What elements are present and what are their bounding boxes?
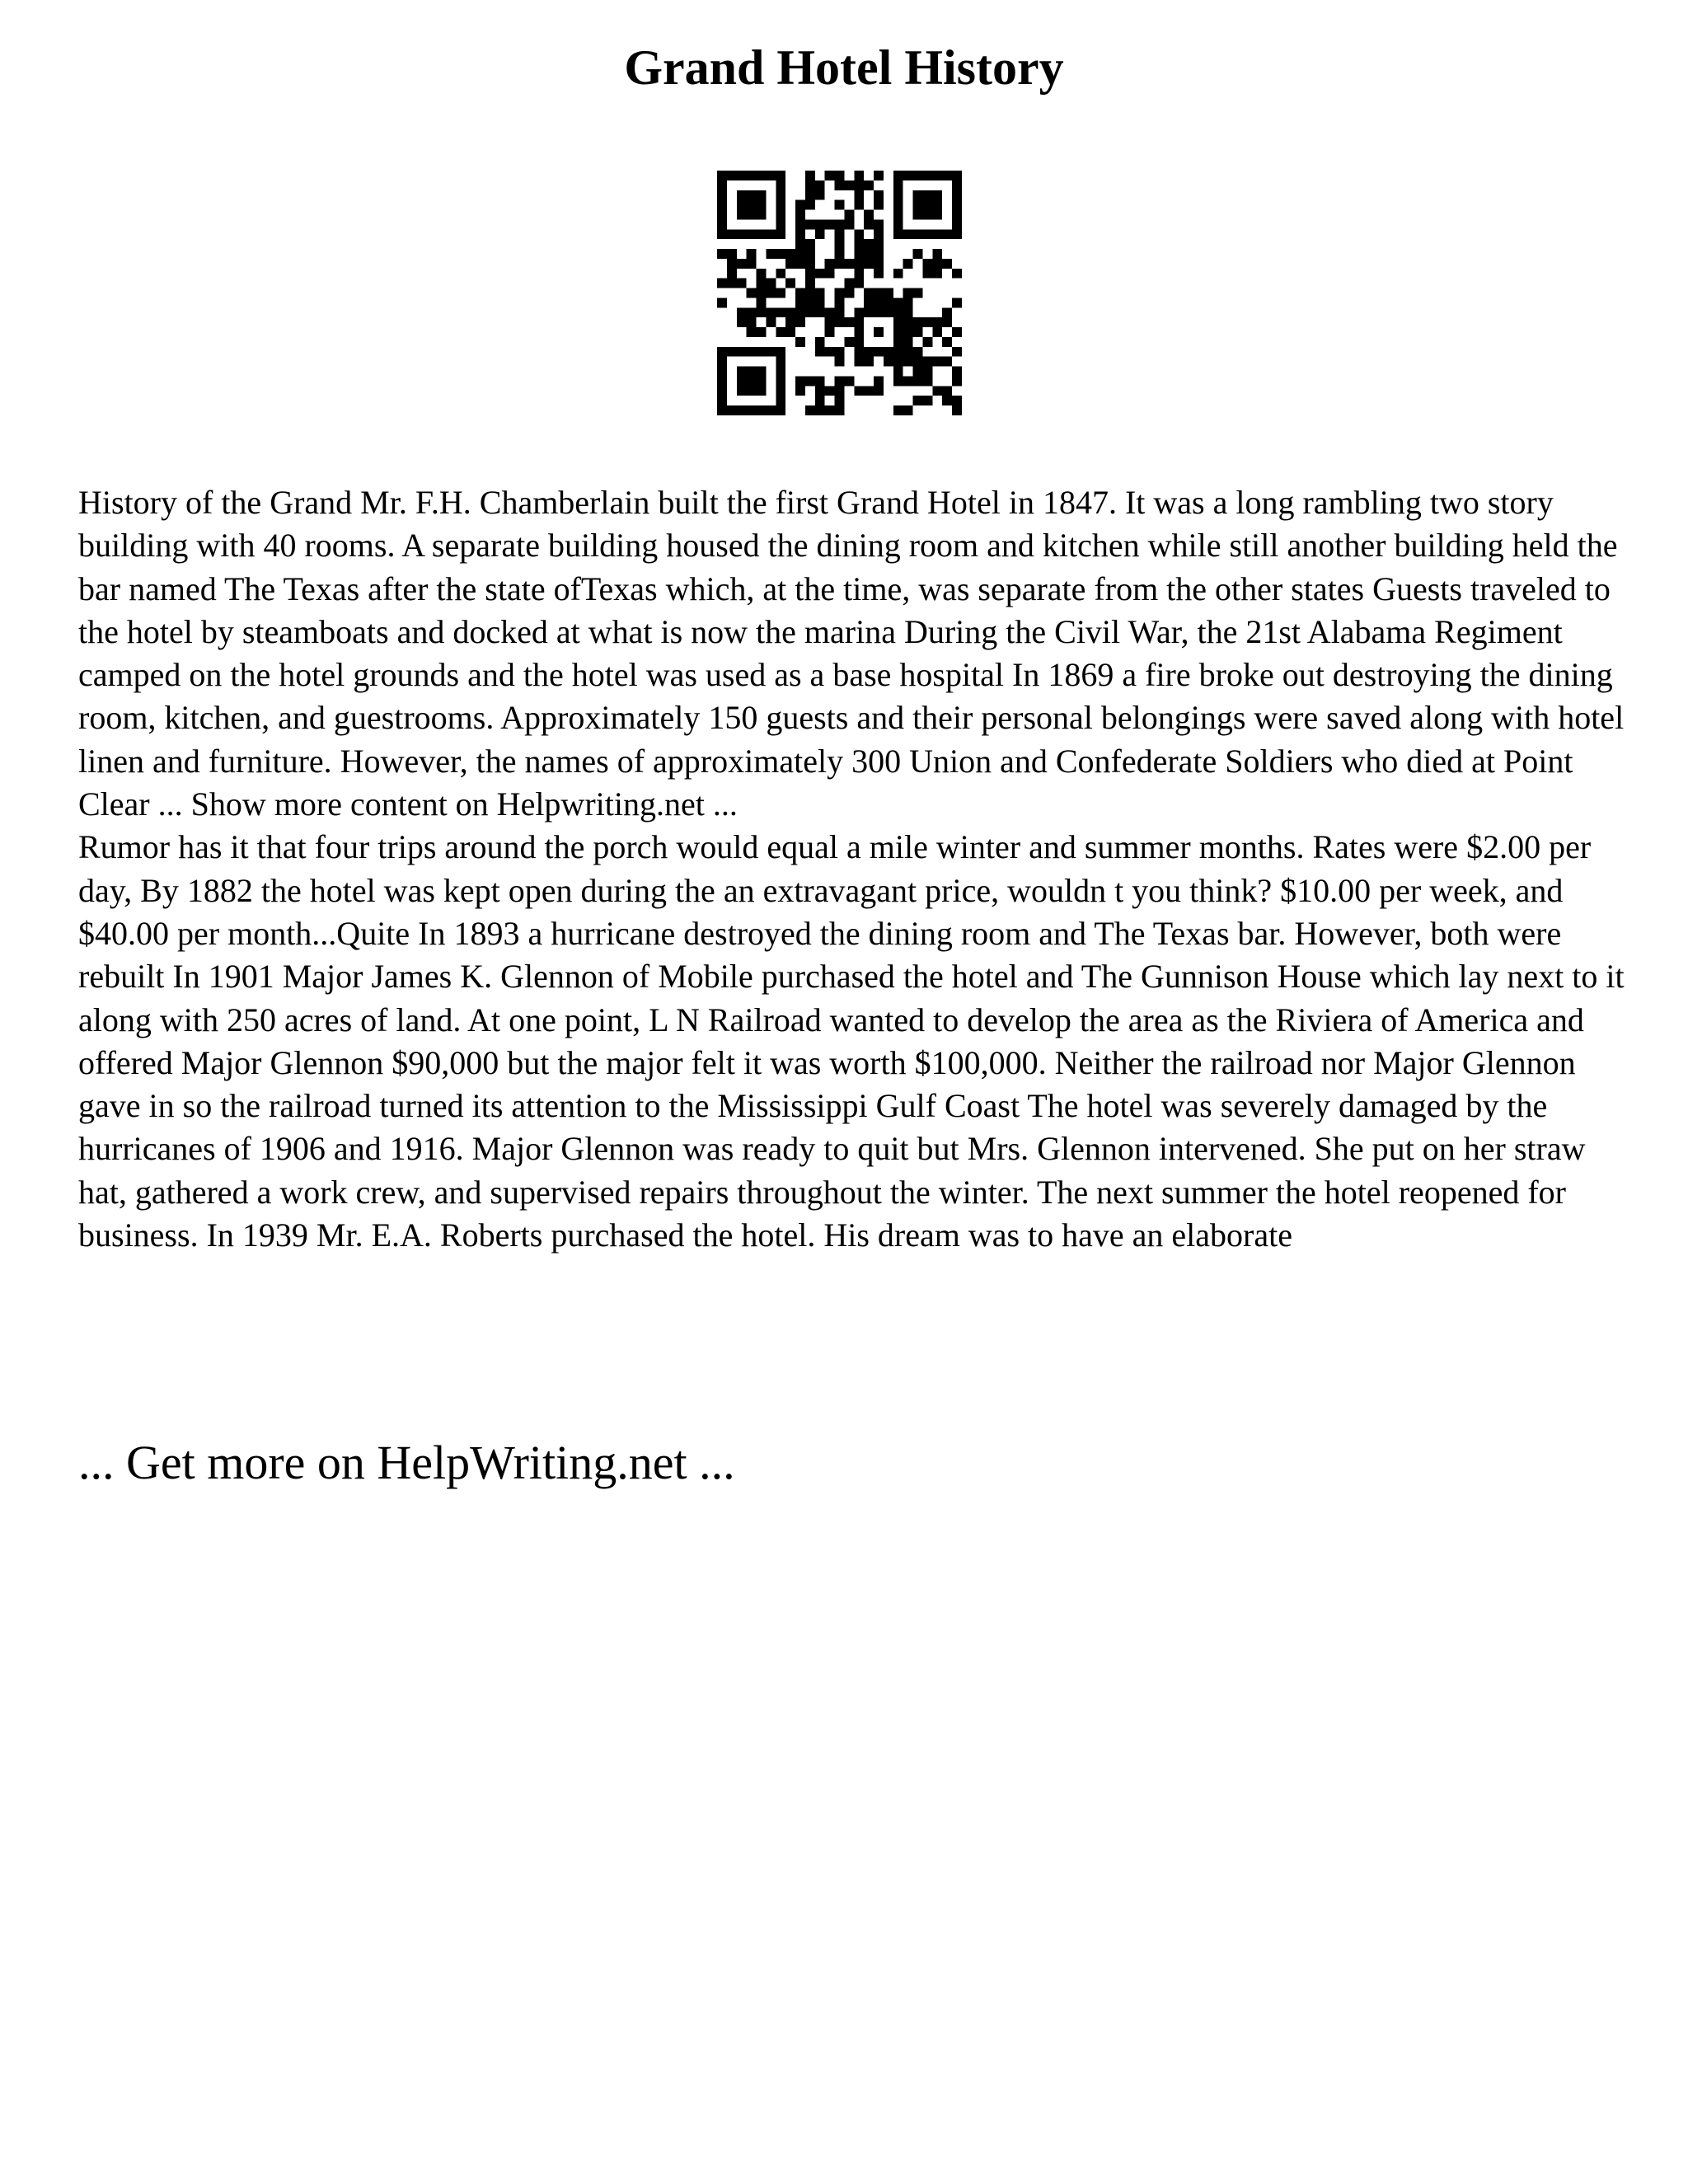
article-paragraph: History of the Grand Mr. F.H. Chamberlain built the first Grand Hotel in 1847. It was a long rambling two story building with 40 rooms. A separate building housed the dining room and kitchen while still another building held the bar named The Texas after the state ofTexas which, at the time, was separate from the other states Guests traveled to the hotel by steamboats and docked at what is now the marina During the Civil War, the 21st Alabama Regiment camped on the hotel grounds and the hotel was used as a base hospital In 1869 a fire broke out destroying the dining room, kitchen, and guestrooms. Approximately 150 guests and their personal belongings were saved along with hotel linen and furniture. However, the names of approximately 300 Union and Confederate Soldiers who died at Point Clear ... Show more content on Helpwriting.net ...: [78, 484, 1625, 823]
qr-code-icon: [717, 171, 962, 415]
get-more-link[interactable]: ... Get more on HelpWriting.net ...: [78, 1436, 735, 1489]
page-title: Grand Hotel History: [624, 40, 1064, 95]
article-paragraph: Rumor has it that four trips around the porch would equal a mile winter and summer months. Rates were $2.00 per day, By 1882 the hotel was kept open during the an extravagant price, wouldn t you think? $10.00 per week, and $40.00 per month...Quite In 1893 a hurricane destroyed the dining room and The Texas bar. However, both were rebuilt In 1901 Major James K. Glennon of Mobile purchased the hotel and The Gunnison House which lay next to it along with 250 acres of land. At one point, L N Railroad wanted to develop the area as the Riviera of America and offered Major Glennon $90,000 but the major felt it was worth $100,000. Neither the railroad nor Major Glennon gave in so the railroad turned its attention to the Mississippi Gulf Coast The hotel was severely damaged by the hurricanes of 1906 and 1916. Major Glennon was ready to quit but Mrs. Glennon intervened. She put on her straw hat, gathered a work crew, and supervised repairs throughout the winter. The next summer the hotel reopened for business. In 1939 Mr. E.A. Roberts purchased the hotel. His dream was to have an elaborate: [78, 828, 1625, 1254]
article-body: [78, 481, 1628, 1257]
